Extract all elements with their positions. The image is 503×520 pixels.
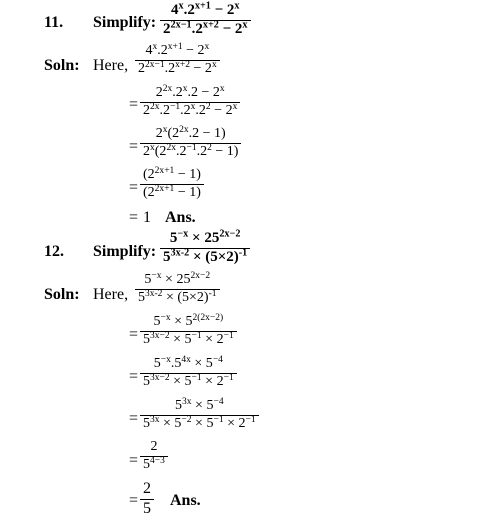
problem-12-simplify-label: Simplify: <box>93 243 157 260</box>
problem-11-final-value: 1 <box>143 209 151 226</box>
problem-11-number: 11. <box>44 14 64 31</box>
problem-11-step-2: $\frac{2^x(2^{2x}.2 - 1)}{2^x(2^{2x}.2^{-1}.2^2 - 1)}$ <box>140 127 241 159</box>
equals-sign: = <box>129 209 139 226</box>
problem-11-step-given: $\frac{4^x.2^{x+1} - 2^x}{2^{2x-1}.2^{x+2} - 2^x}$ <box>135 44 220 76</box>
problem-12-answer-label: Ans. <box>170 492 201 509</box>
problem-12-number: 12. <box>44 243 64 260</box>
problem-12-soln-label: Soln: <box>44 286 80 303</box>
equals-sign: = <box>129 492 139 509</box>
equals-sign: = <box>129 410 139 427</box>
equals-sign: = <box>129 326 139 343</box>
problem-11-step-3: $\frac{(2^{2x+1} - 1)}{(2^{2x+1} - 1)}$ <box>140 168 204 200</box>
problem-12-step-3: $\frac{5^{3x} \times 5^{-4}}{5^{3x} \times 5^{-2} \times 5^{-1} \times 2^{-1}}$ <box>140 399 259 431</box>
equals-sign: = <box>129 368 139 385</box>
problem-11-here-label: Here, <box>93 57 129 74</box>
problem-11-simplify-label: Simplify: <box>93 14 157 31</box>
equals-sign: = <box>129 452 139 469</box>
problem-12-step-2: $\frac{5^{-x}.5^{4x} \times 5^{-4}}{5^{3x-2} \times 5^{-1} \times 2^{-1}}$ <box>140 357 237 389</box>
problem-12-question-fraction: $\frac{5^{-x} \times 25^{2x-2}}{5^{3x-2} \times (5\times 2)^{-1}}$ <box>160 231 250 266</box>
equals-sign: = <box>129 179 139 196</box>
equals-sign: = <box>129 138 139 155</box>
problem-12-step-4: $\frac{2}{5^{4-3}}$ <box>140 440 168 472</box>
problem-12-step-1: $\frac{5^{-x} \times 5^{2(2x-2)}}{5^{3x-2} \times 5^{-1} \times 2^{-1}}$ <box>140 315 237 347</box>
problem-12-final-fraction: $\frac{2}{5}$ <box>140 481 154 518</box>
equals-sign: = <box>129 96 139 113</box>
problem-11-question-fraction: $\frac{4^x.2^{x+1} - 2^x}{2^{2x-1}.2^{x+2} - 2^x}$ <box>160 3 251 38</box>
problem-11-soln-label: Soln: <box>44 57 80 74</box>
problem-11-answer-label: Ans. <box>165 209 196 226</box>
problem-11-step-1: $\frac{2^{2x}.2^x.2 - 2^x}{2^{2x}.2^{-1}.2^x.2^2 - 2^x}$ <box>140 86 240 118</box>
problem-12-here-label: Here, <box>93 286 129 303</box>
problem-12-step-given: $\frac{5^{-x} \times 25^{2x-2}}{5^{3x-2} \times (5\times 2)^{-1}}$ <box>135 273 220 305</box>
